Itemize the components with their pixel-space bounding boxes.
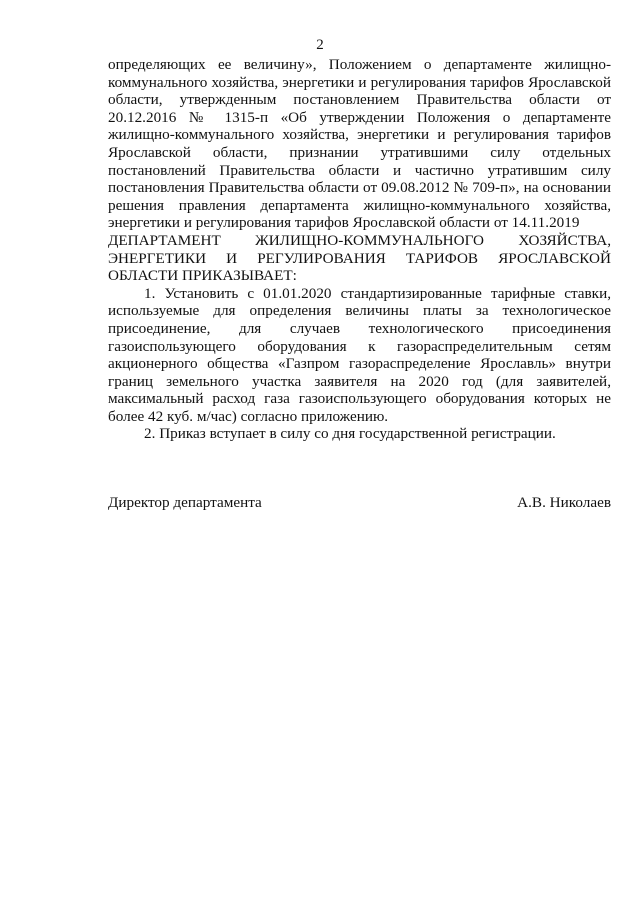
signatory-position: Директор департамента: [108, 494, 262, 511]
order-heading: ДЕПАРТАМЕНТ ЖИЛИЩНО-КОММУНАЛЬНОГО ХОЗЯЙСТВА, ЭНЕРГЕТИКИ И РЕГУЛИРОВАНИЯ ТАРИФОВ ЯРОСЛАВСКОЙ ОБЛАСТИ ПРИКАЗЫВАЕТ:: [108, 231, 611, 285]
page-number: 2: [316, 37, 324, 53]
signatory-name: А.В. Николаев: [517, 494, 611, 511]
signature-block: [108, 494, 611, 511]
intro-paragraph: определяющих ее величину», Положением о департаменте жилищно-коммунального хозяйства, энергетики и регулирования тарифов Ярославской области, утвержденным постановлением Правительства области от 20.12.2016 № 1315-п «Об утверждении Положения о департаменте жилищно-коммунального хозяйства, энергетики и регулирования тарифов Ярославской области, признании утратившими силу отдельных постановлений Правительства области и частично утратившим силу постановления Правительства области от 09.08.2012 № 709-п», на основании решения правления департамента жилищно-коммунального хозяйства, энергетики и регулирования тарифов Ярославской области от 14.11.2019: [108, 56, 611, 232]
order-item-2: 2. Приказ вступает в силу со дня государственной регистрации.: [144, 425, 556, 443]
document-body: [108, 56, 611, 443]
order-item-1: 1. Установить с 01.01.2020 стандартизированные тарифные ставки, используемые для определения величины платы за технологическое присоединение, для случаев технологического присоединения газоиспользующего оборудования к газораспределительным сетям акционерного общества «Газпром газораспределение Ярославль» внутри границ земельного участка заявителя на 2020 год (для заявителей, максимальный расход газа газоиспользующего оборудования которых не более 42 куб. м/час) согласно приложению.: [108, 284, 611, 425]
